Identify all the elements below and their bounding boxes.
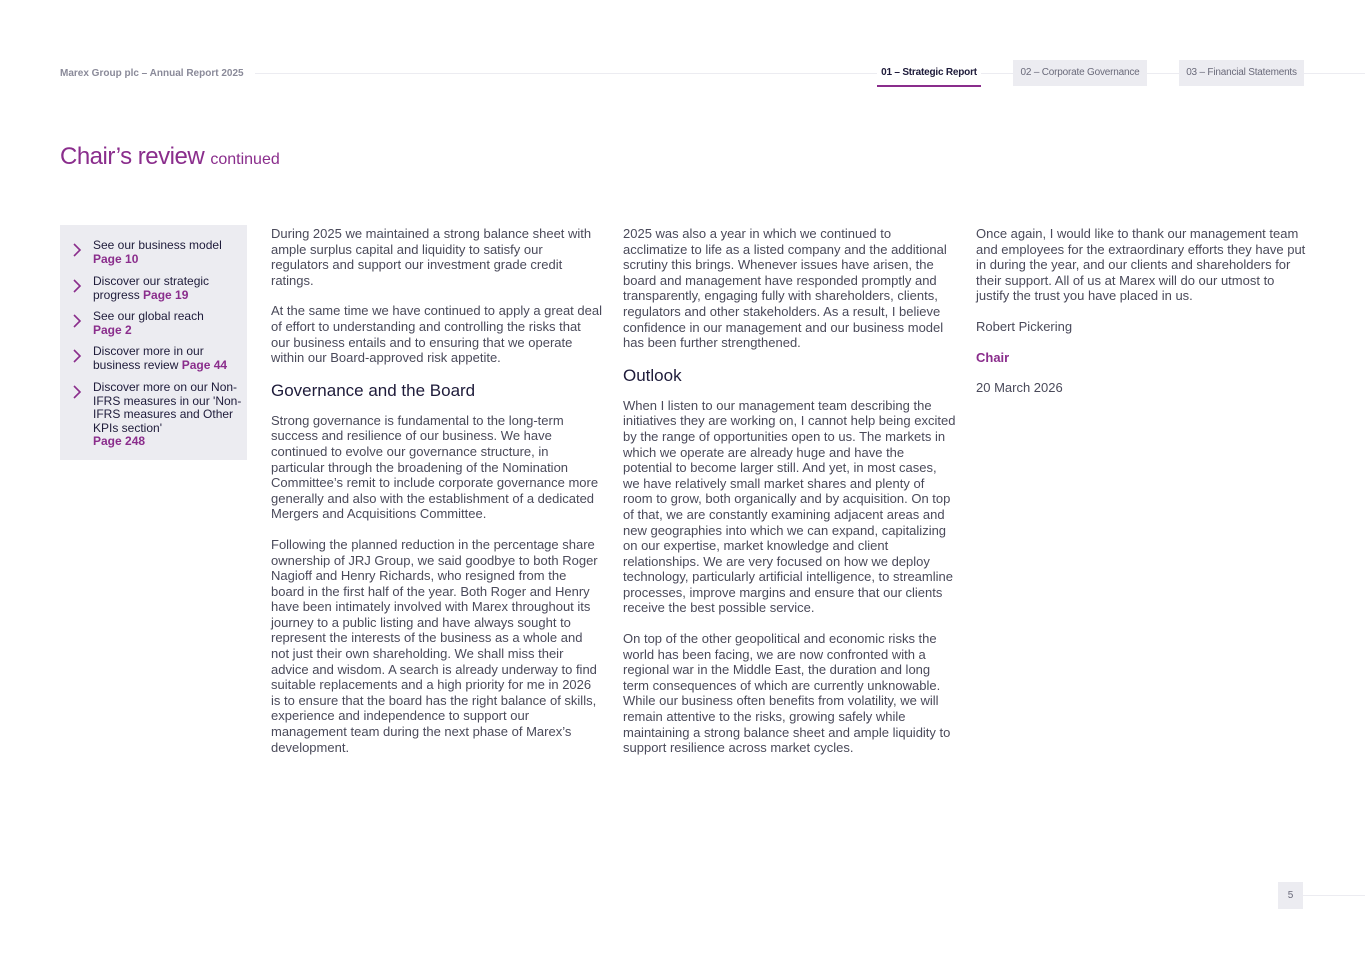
signatory-name: Robert Pickering (976, 318, 1073, 334)
paragraph: Once again, I would like to thank our management team and employees for the extraordinary efforts they have put in during the year, and our clients and shareholders for their support. All of us at Marex will do our utmost to justify the trust you have placed in us. (976, 226, 1306, 304)
tab-corporate-governance[interactable]: 02 – Corporate Governance (1013, 60, 1147, 86)
paragraph: At the same time we have continued to apply a great deal of effort to understanding and controlling the risks that our business entails and to ensuring that we operate within our Board-approved risk appetite. (271, 303, 602, 366)
page-link[interactable]: Page 10 (93, 251, 139, 266)
page-link[interactable]: Page 19 (143, 287, 189, 302)
sidebar-item-label: Discover more in our business review (93, 344, 204, 372)
document-label: Marex Group plc – Annual Report 2025 (60, 68, 244, 79)
signature-date: 20 March 2026 (976, 380, 1063, 396)
sidebar-item-label: Discover our strategic progress (93, 274, 210, 302)
page-link[interactable]: Page 2 (93, 322, 132, 337)
sidebar-item-label: Discover more on our Non-IFRS measures in our 'Non-IFRS measures and Other KPIs section' (93, 380, 242, 435)
chevron-right-icon (70, 279, 84, 293)
signatory-role: Chair (976, 349, 1010, 365)
footer-rule (1303, 895, 1365, 896)
page-title-sub: continued (210, 151, 280, 168)
chevron-right-icon (70, 385, 84, 399)
body-column-2 (623, 226, 956, 771)
tab-strategic-report[interactable]: 01 – Strategic Report (877, 60, 981, 87)
chevron-right-icon (70, 314, 84, 328)
section-heading-outlook: Outlook (623, 365, 682, 385)
cross-reference-panel (60, 225, 247, 460)
paragraph: Strong governance is fundamental to the long-term success and resilience of our business. We have continued to evolve our governance structure, in particular through the broadening of the Nomination Committee’s remit to include corporate governance more generally and also with the establishment of a dedicated Mergers and Acquisitions Committee. (271, 412, 599, 522)
paragraph: 2025 was also a year in which we continued to acclimatize to life as a listed company and the additional scrutiny this brings. Whenever issues have arisen, the board and management have responded promptly and transparently, engaging fully with shareholders, clients, regulators and other stakeholders. As a result, I believe confidence in our management and our business model has been further strengthened. (623, 226, 947, 351)
sidebar-item-label: See our business model (93, 238, 222, 252)
page-number: 5 (1278, 882, 1303, 909)
tab-financial-statements[interactable]: 03 – Financial Statements (1179, 60, 1304, 86)
paragraph: Following the planned reduction in the percentage share ownership of JRJ Group, we said goodbye to both Roger Nagioff and Henry Richards, who resigned from the board in the first half of the year. Both Roger and Henry have been intimately involved with Marex throughout its journey to a public listing and have always sought to represent the interests of the business as a whole and not just their own shareholding. We shall miss their advice and wisdom. A search is already underway to find suitable replacements and a high priority for me in 2026 is to ensure that the board has the right balance of skills, experience and independence to support our management team during the next phase of Marex’s development. (271, 536, 598, 755)
paragraph: On top of the other geopolitical and economic risks the world has been facing, we are now confronted with a regional war in the Middle East, the duration and long term consequences of which are currently unknowable. While our business often benefits from volatility, we will remain attentive to the risks, growing safely while maintaining a strong balance sheet and ample liquidity to support resilience across market cycles. (623, 631, 951, 756)
page-link[interactable]: Page 248 (93, 434, 146, 448)
paragraph: When I listen to our management team describing the initiatives they are working on, I cannot help being excited by the range of opportunities open to us. The markets in which we operate are already huge and have the potential to become larger still. And yet, in most cases, we have relatively small market shares and plenty of room to grow, both organically and by acquisition. On top of that, we are constantly examining adjacent areas and new geographies into which we can expand, capitalizing on our expertise, market knowledge and client relationships. We are very focused on how we deploy technology, particularly artificial intelligence, to streamline processes, improve margins and ensure that our clients receive the best possible service. (623, 397, 956, 616)
body-column-3 (976, 226, 1306, 411)
section-heading-governance: Governance and the Board (271, 380, 476, 400)
chevron-right-icon (70, 349, 84, 363)
page-title-main: Chair’s review (60, 143, 205, 170)
page-title (60, 143, 280, 171)
paragraph: During 2025 we maintained a strong balance sheet with ample surplus capital and liquidity to satisfy our regulators and support our investment grade credit ratings. (271, 226, 592, 288)
body-column-1 (271, 226, 603, 770)
sidebar-item-label: See our global reach (93, 309, 204, 323)
chevron-right-icon (70, 243, 84, 257)
page-link[interactable]: Page 44 (181, 357, 228, 372)
